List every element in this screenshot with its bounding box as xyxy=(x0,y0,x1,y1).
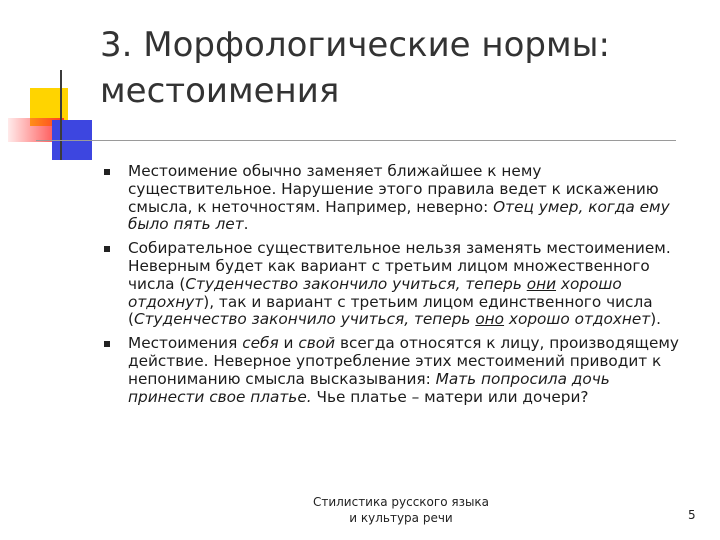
bullet-text-part: оно xyxy=(475,310,505,329)
title-divider-line xyxy=(36,140,676,141)
bullet-text-part: . xyxy=(243,215,249,234)
bullet-text-part: свой xyxy=(298,334,336,353)
slide-footer xyxy=(296,494,506,526)
bullet-list xyxy=(104,163,690,412)
slide-title-line1: 3. Морфологические нормы: xyxy=(100,25,610,65)
bullet-text-part: ), так и вариант с третьим лицом единственного числа ( xyxy=(128,292,653,329)
bullet-square-icon xyxy=(104,169,110,175)
page-number: 5 xyxy=(688,508,696,522)
decor-vertical-line xyxy=(60,70,62,160)
bullet-item xyxy=(104,240,690,329)
footer-line2: и культура речи xyxy=(349,511,453,525)
slide-title-line2: местоимения xyxy=(100,71,340,111)
bullet-text-part: Студенчество закончило учиться, теперь xyxy=(185,274,527,293)
bullet-text-part: ). xyxy=(650,310,662,329)
bullet-text-part: Собирательное существительное нельзя заменять местоимением. Неверным будет как вариант с третьим лицом множественного числа ( xyxy=(128,239,671,293)
bullet-text-part: хорошо отдохнет xyxy=(504,310,651,329)
bullet-text-part: они xyxy=(526,274,557,293)
bullet-text-part: и xyxy=(278,334,299,353)
bullet-square-icon xyxy=(104,246,110,252)
bullet-text-part: хорошо отдохнут xyxy=(128,274,622,311)
bullet-text-part: Местоимение обычно заменяет ближайшее к нему существительное. Нарушение этого правила ведет к искажению смысла, к неточностям. Например, неверно: xyxy=(128,162,659,216)
bullet-text-part: Отец умер, когда ему было пять лет xyxy=(128,197,670,234)
bullet-square-icon xyxy=(104,341,110,347)
bullet-text-part: Чье платье – матери или дочери? xyxy=(311,387,589,406)
bullet-text-part: всегда относятся к лицу, производящему действие. Неверное употребление этих местоимений приводит к непониманию смысла высказывания: xyxy=(128,334,679,388)
bullet-item xyxy=(104,335,690,406)
bullet-text-part: себя xyxy=(242,334,279,353)
footer-line1: Стилистика русского языка xyxy=(312,495,490,509)
bullet-text-part: Мать попросила дочь принести свое платье. xyxy=(128,369,610,406)
bullet-text-part: Местоимения xyxy=(128,334,243,353)
slide-title xyxy=(100,22,700,114)
bullet-text-part: Студенчество закончило учиться, теперь xyxy=(133,310,476,329)
bullet-item xyxy=(104,163,690,234)
